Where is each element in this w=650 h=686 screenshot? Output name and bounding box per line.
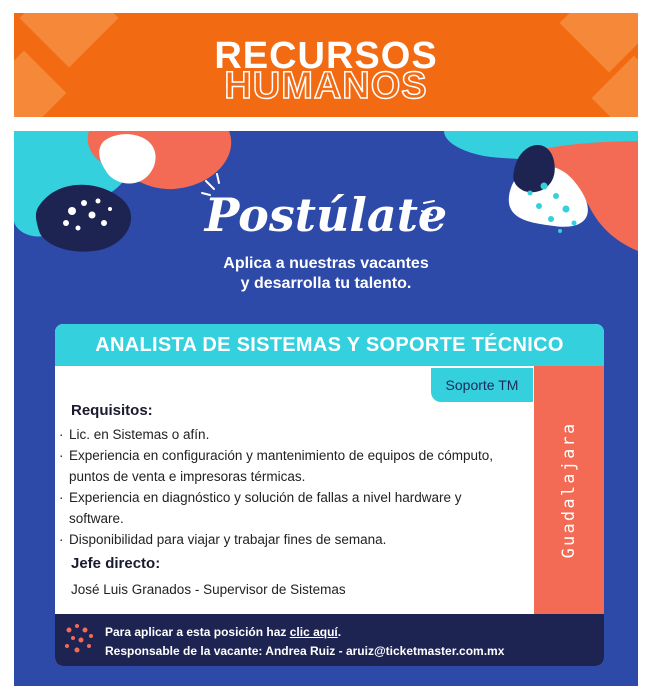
requirement-item: · Disponibilidad para viajar y trabajar fines de semana. [59, 529, 514, 550]
apply-link[interactable]: clic aquí [289, 625, 338, 639]
area-tag: Soporte TM [431, 368, 533, 402]
apply-line [105, 625, 341, 639]
postulate-logo: Postúlate [204, 188, 448, 242]
location-label: Guadalajara [559, 421, 579, 559]
apply-suffix: . [337, 625, 342, 639]
header-subtitle: HUMANOS [224, 65, 428, 107]
tagline [14, 254, 638, 294]
requirements-title: Requisitos: [71, 402, 153, 419]
job-card [55, 324, 604, 666]
apply-prefix: Para aplicar a esta posición haz [105, 625, 290, 639]
requirement-item: · Experiencia en diagnóstico y solución de fallas a nivel hardware y software. [59, 487, 514, 529]
responsible-contact: Responsable de la vacante: Andrea Ruiz - aruiz@ticketmaster.com.mx [105, 644, 505, 658]
job-posting-panel [14, 131, 638, 686]
header-title: RECURSOS [214, 35, 438, 77]
apply-footer [55, 614, 604, 666]
requirement-item: · Experiencia en configuración y mantenimiento de equipos de cómputo, puntos de venta e impresoras térmicas. [59, 445, 514, 487]
requirement-item: · Lic. en Sistemas o afín. [59, 424, 514, 445]
boss-name: José Luis Granados - Supervisor de Sistemas [71, 582, 346, 597]
hr-header-banner [14, 13, 638, 117]
confetti-icon [61, 620, 101, 660]
tagline-line-1: Aplica a nuestras vacantes [223, 255, 429, 272]
location-sidebar [534, 366, 604, 614]
tagline-line-2: y desarrolla tu talento. [240, 275, 412, 292]
job-title: ANALISTA DE SISTEMAS Y SOPORTE TÉCNICO [55, 324, 604, 366]
requirements-list [59, 424, 514, 550]
boss-title: Jefe directo: [71, 555, 161, 572]
